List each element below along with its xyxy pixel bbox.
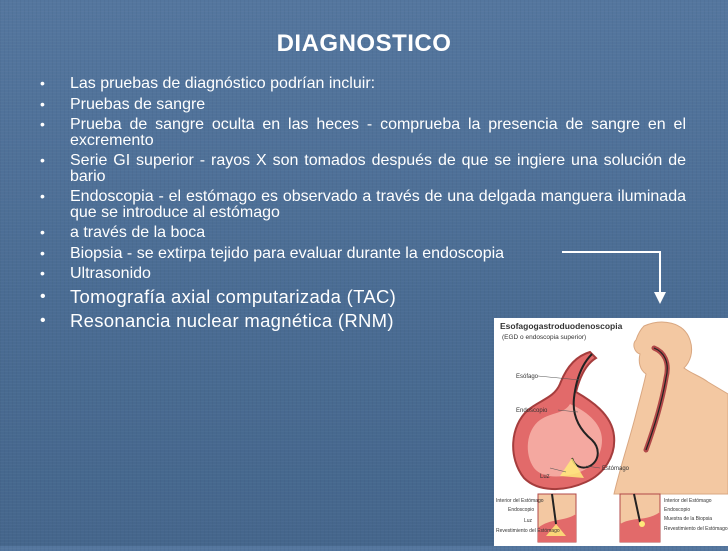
bullet-icon: • — [40, 224, 45, 240]
bullet-item — [40, 76, 686, 92]
bullet-item — [40, 153, 686, 184]
inset-right-revestimiento-label: Revestimiento del Estómago — [664, 526, 728, 532]
bullet-item — [40, 97, 686, 113]
inset-left-luz-label: Luz — [524, 518, 533, 524]
bullet-text: Biopsia - se extirpa tejido para evaluar durante la endoscopia — [70, 244, 505, 262]
bullet-text: Ultrasonido — [70, 265, 151, 282]
endoscopy-diagram — [494, 318, 728, 546]
bullet-text: Serie GI superior - rayos X son tomados después de que se ingiere una solución de bario — [70, 152, 686, 185]
bullet-icon: • — [40, 311, 46, 329]
bullet-text: Las pruebas de diagnóstico podrían incluir: — [70, 75, 376, 92]
inset-right-endoscopio-label: Endoscopio — [664, 507, 691, 513]
bullet-icon: • — [40, 188, 45, 204]
bullet-item — [40, 117, 686, 148]
bullet-text: a través de la boca — [70, 224, 206, 241]
label-estomago: Estómago — [602, 466, 630, 472]
bullet-icon: • — [40, 244, 45, 261]
inset-right-muestra-label: Muestra de la Biopsia — [664, 516, 713, 522]
bullet-icon: • — [40, 95, 45, 112]
bullet-text: Prueba de sangre oculta en las heces - comprueba la presencia de sangre en el excremento — [70, 116, 686, 149]
bullet-icon: • — [40, 287, 46, 305]
bullet-text: Pruebas de sangre — [70, 95, 206, 113]
label-esofago: Esófago — [516, 374, 539, 380]
pointer-arrow-icon — [560, 238, 670, 306]
bullet-icon: • — [40, 75, 45, 91]
label-endoscopio: Endoscopio — [516, 408, 548, 414]
bullet-item — [40, 189, 686, 220]
slide-title: DIAGNOSTICO — [276, 30, 452, 57]
figure-title: Esofagogastroduodenoscopia — [500, 321, 623, 331]
bullet-icon: • — [40, 116, 45, 132]
inset-left-endoscopio-label: Endoscopio — [508, 507, 535, 513]
inset-right-biopsy-sample — [639, 521, 645, 527]
figure-subtitle: (EGD o endoscopia superior) — [502, 334, 587, 341]
bullet-text: Tomografía axial computarizada (TAC) — [70, 285, 397, 307]
endoscopy-illustration — [494, 318, 728, 546]
bullet-icon: • — [40, 152, 45, 168]
inset-left-interior-label: Interior del Estómago — [496, 498, 544, 504]
label-luz: Luz — [540, 474, 550, 480]
patient-silhouette — [614, 322, 728, 494]
inset-right-interior-label: Interior del Estómago — [664, 498, 712, 504]
bullet-text: Endoscopia - el estómago es observado a través de una delgada manguera iluminada que se introduce al estómago — [70, 188, 686, 221]
bullet-icon: • — [40, 265, 45, 281]
inset-left-revestimiento-label: Revestimiento del Estómago — [496, 528, 560, 534]
bullet-text: Resonancia nuclear magnética (RNM) — [70, 309, 394, 331]
